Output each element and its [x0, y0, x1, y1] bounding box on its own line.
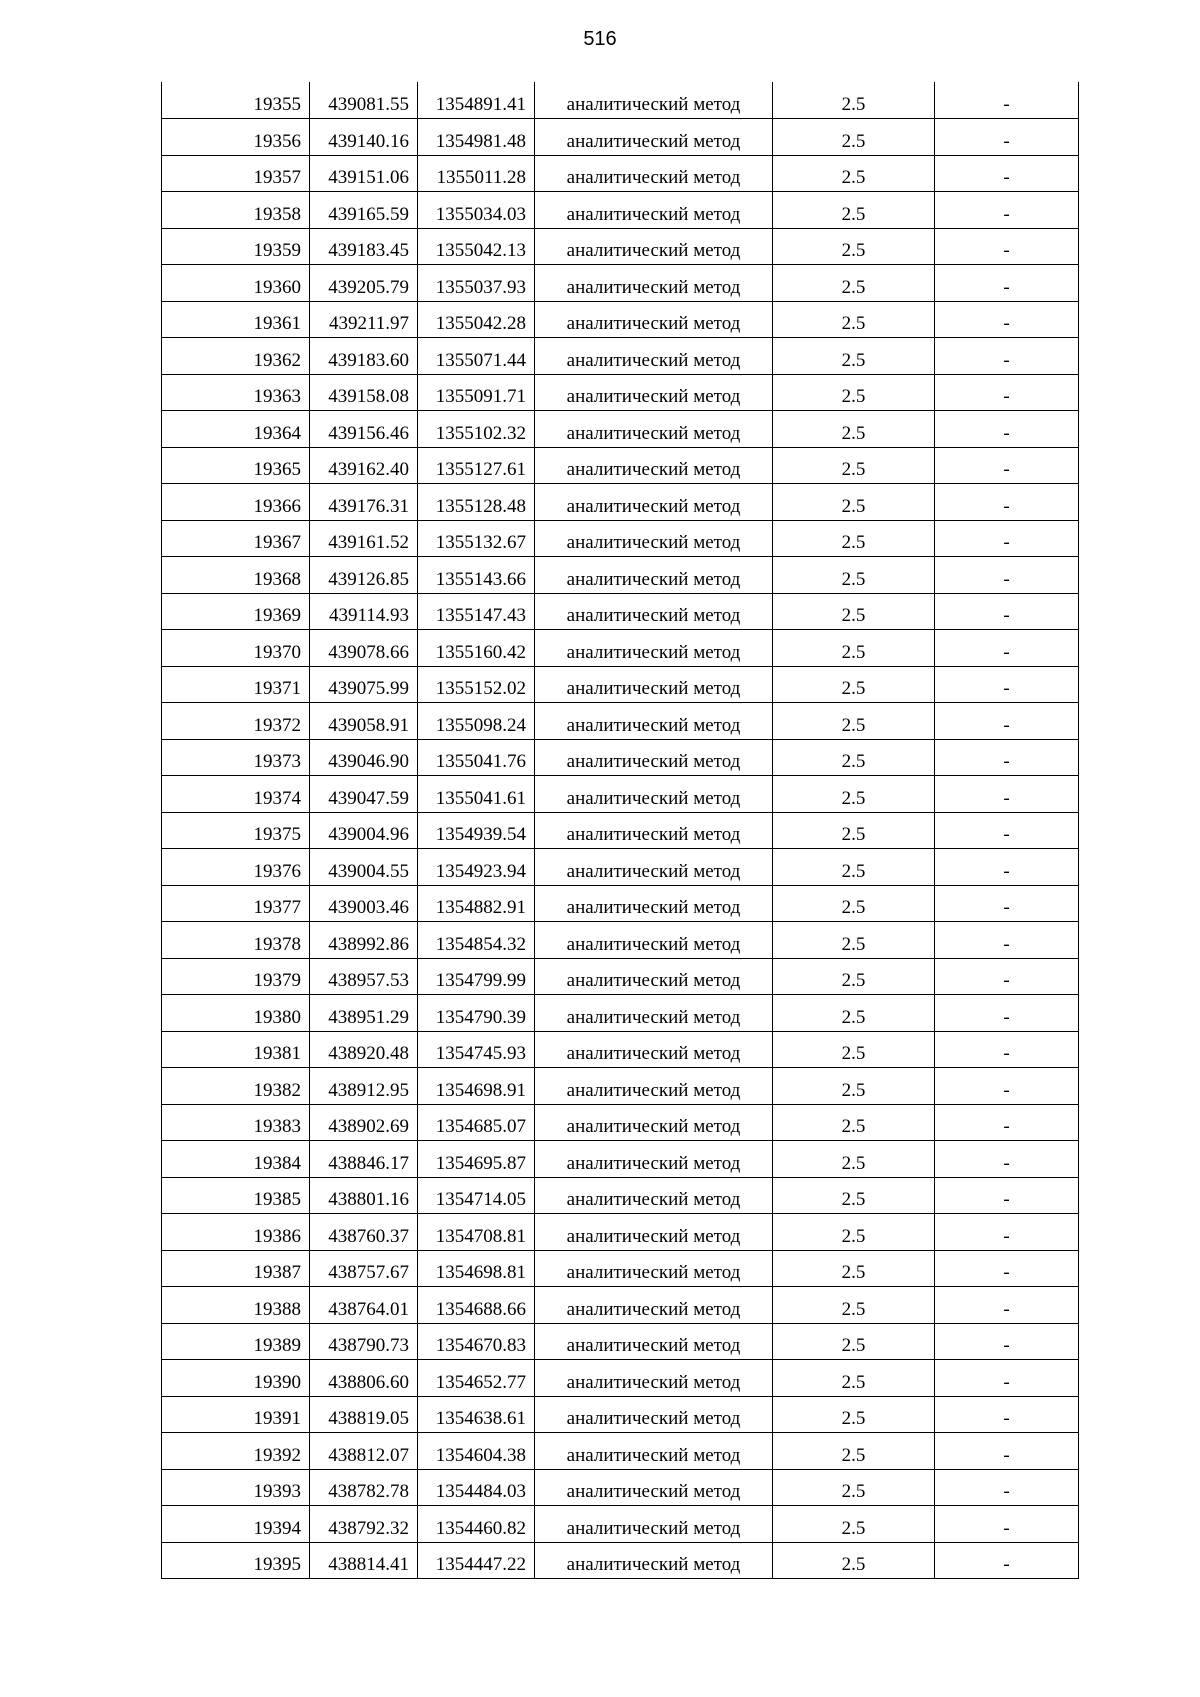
table-row [162, 630, 1079, 667]
point-number-cell: 19388 [162, 1287, 310, 1324]
x-coordinate-cell: 439162.40 [310, 447, 418, 484]
point-number-cell: 19377 [162, 885, 310, 922]
y-coordinate-cell: 1354799.99 [418, 958, 535, 995]
note-cell: - [935, 1433, 1079, 1470]
accuracy-cell: 2.5 [773, 1469, 935, 1506]
x-coordinate-cell: 439140.16 [310, 119, 418, 156]
method-cell: аналитический метод [535, 1177, 773, 1214]
note-cell: - [935, 995, 1079, 1032]
y-coordinate-cell: 1354939.54 [418, 812, 535, 849]
accuracy-cell: 2.5 [773, 1068, 935, 1105]
accuracy-cell: 2.5 [773, 885, 935, 922]
method-cell: аналитический метод [535, 192, 773, 229]
method-cell: аналитический метод [535, 1068, 773, 1105]
y-coordinate-cell: 1354447.22 [418, 1542, 535, 1579]
table-row [162, 1214, 1079, 1251]
accuracy-cell: 2.5 [773, 1542, 935, 1579]
y-coordinate-cell: 1355102.32 [418, 411, 535, 448]
note-cell: - [935, 301, 1079, 338]
point-number-cell: 19357 [162, 155, 310, 192]
table-row [162, 1104, 1079, 1141]
table-row [162, 447, 1079, 484]
y-coordinate-cell: 1355071.44 [418, 338, 535, 375]
note-cell: - [935, 1177, 1079, 1214]
method-cell: аналитический метод [535, 1250, 773, 1287]
x-coordinate-cell: 438792.32 [310, 1506, 418, 1543]
accuracy-cell: 2.5 [773, 265, 935, 302]
table-row [162, 1506, 1079, 1543]
y-coordinate-cell: 1354923.94 [418, 849, 535, 886]
y-coordinate-cell: 1355011.28 [418, 155, 535, 192]
accuracy-cell: 2.5 [773, 593, 935, 630]
accuracy-cell: 2.5 [773, 958, 935, 995]
point-number-cell: 19356 [162, 119, 310, 156]
table-row [162, 1141, 1079, 1178]
y-coordinate-cell: 1354714.05 [418, 1177, 535, 1214]
y-coordinate-cell: 1354652.77 [418, 1360, 535, 1397]
point-number-cell: 19385 [162, 1177, 310, 1214]
accuracy-cell: 2.5 [773, 1250, 935, 1287]
method-cell: аналитический метод [535, 1360, 773, 1397]
point-number-cell: 19365 [162, 447, 310, 484]
y-coordinate-cell: 1355034.03 [418, 192, 535, 229]
point-number-cell: 19370 [162, 630, 310, 667]
y-coordinate-cell: 1355042.28 [418, 301, 535, 338]
x-coordinate-cell: 439183.45 [310, 228, 418, 265]
x-coordinate-cell: 439004.55 [310, 849, 418, 886]
x-coordinate-cell: 438814.41 [310, 1542, 418, 1579]
x-coordinate-cell: 438819.05 [310, 1396, 418, 1433]
y-coordinate-cell: 1354745.93 [418, 1031, 535, 1068]
point-number-cell: 19362 [162, 338, 310, 375]
point-number-cell: 19390 [162, 1360, 310, 1397]
x-coordinate-cell: 438757.67 [310, 1250, 418, 1287]
accuracy-cell: 2.5 [773, 1506, 935, 1543]
y-coordinate-cell: 1354882.91 [418, 885, 535, 922]
point-number-cell: 19383 [162, 1104, 310, 1141]
point-number-cell: 19368 [162, 557, 310, 594]
note-cell: - [935, 776, 1079, 813]
table-row [162, 1177, 1079, 1214]
point-number-cell: 19392 [162, 1433, 310, 1470]
accuracy-cell: 2.5 [773, 666, 935, 703]
note-cell: - [935, 374, 1079, 411]
method-cell: аналитический метод [535, 411, 773, 448]
method-cell: аналитический метод [535, 301, 773, 338]
x-coordinate-cell: 438957.53 [310, 958, 418, 995]
x-coordinate-cell: 438846.17 [310, 1141, 418, 1178]
table-row [162, 301, 1079, 338]
accuracy-cell: 2.5 [773, 922, 935, 959]
coordinates-table [161, 82, 1079, 1579]
method-cell: аналитический метод [535, 155, 773, 192]
note-cell: - [935, 593, 1079, 630]
method-cell: аналитический метод [535, 739, 773, 776]
x-coordinate-cell: 439081.55 [310, 82, 418, 119]
coordinates-table-body [162, 82, 1079, 1579]
table-row [162, 739, 1079, 776]
accuracy-cell: 2.5 [773, 155, 935, 192]
method-cell: аналитический метод [535, 119, 773, 156]
accuracy-cell: 2.5 [773, 1360, 935, 1397]
accuracy-cell: 2.5 [773, 228, 935, 265]
method-cell: аналитический метод [535, 82, 773, 119]
point-number-cell: 19389 [162, 1323, 310, 1360]
y-coordinate-cell: 1355041.61 [418, 776, 535, 813]
note-cell: - [935, 338, 1079, 375]
x-coordinate-cell: 439046.90 [310, 739, 418, 776]
x-coordinate-cell: 438951.29 [310, 995, 418, 1032]
note-cell: - [935, 447, 1079, 484]
note-cell: - [935, 1469, 1079, 1506]
point-number-cell: 19361 [162, 301, 310, 338]
x-coordinate-cell: 439211.97 [310, 301, 418, 338]
y-coordinate-cell: 1355147.43 [418, 593, 535, 630]
note-cell: - [935, 1396, 1079, 1433]
accuracy-cell: 2.5 [773, 1433, 935, 1470]
point-number-cell: 19369 [162, 593, 310, 630]
x-coordinate-cell: 439078.66 [310, 630, 418, 667]
method-cell: аналитический метод [535, 447, 773, 484]
note-cell: - [935, 1323, 1079, 1360]
y-coordinate-cell: 1355160.42 [418, 630, 535, 667]
accuracy-cell: 2.5 [773, 411, 935, 448]
note-cell: - [935, 484, 1079, 521]
accuracy-cell: 2.5 [773, 1396, 935, 1433]
x-coordinate-cell: 438806.60 [310, 1360, 418, 1397]
y-coordinate-cell: 1354460.82 [418, 1506, 535, 1543]
note-cell: - [935, 812, 1079, 849]
y-coordinate-cell: 1354484.03 [418, 1469, 535, 1506]
table-row [162, 1068, 1079, 1105]
x-coordinate-cell: 439151.06 [310, 155, 418, 192]
y-coordinate-cell: 1354854.32 [418, 922, 535, 959]
point-number-cell: 19358 [162, 192, 310, 229]
note-cell: - [935, 1068, 1079, 1105]
y-coordinate-cell: 1354670.83 [418, 1323, 535, 1360]
table-row [162, 228, 1079, 265]
x-coordinate-cell: 439158.08 [310, 374, 418, 411]
y-coordinate-cell: 1354708.81 [418, 1214, 535, 1251]
table-row [162, 155, 1079, 192]
point-number-cell: 19391 [162, 1396, 310, 1433]
accuracy-cell: 2.5 [773, 739, 935, 776]
accuracy-cell: 2.5 [773, 630, 935, 667]
y-coordinate-cell: 1355132.67 [418, 520, 535, 557]
point-number-cell: 19375 [162, 812, 310, 849]
accuracy-cell: 2.5 [773, 776, 935, 813]
table-row [162, 338, 1079, 375]
accuracy-cell: 2.5 [773, 192, 935, 229]
note-cell: - [935, 1250, 1079, 1287]
x-coordinate-cell: 439075.99 [310, 666, 418, 703]
x-coordinate-cell: 439165.59 [310, 192, 418, 229]
method-cell: аналитический метод [535, 593, 773, 630]
x-coordinate-cell: 438790.73 [310, 1323, 418, 1360]
note-cell: - [935, 739, 1079, 776]
method-cell: аналитический метод [535, 338, 773, 375]
table-row [162, 119, 1079, 156]
accuracy-cell: 2.5 [773, 812, 935, 849]
point-number-cell: 19380 [162, 995, 310, 1032]
point-number-cell: 19360 [162, 265, 310, 302]
method-cell: аналитический метод [535, 958, 773, 995]
x-coordinate-cell: 438801.16 [310, 1177, 418, 1214]
table-row [162, 1360, 1079, 1397]
x-coordinate-cell: 439004.96 [310, 812, 418, 849]
method-cell: аналитический метод [535, 630, 773, 667]
x-coordinate-cell: 439156.46 [310, 411, 418, 448]
table-row [162, 1469, 1079, 1506]
accuracy-cell: 2.5 [773, 1104, 935, 1141]
method-cell: аналитический метод [535, 849, 773, 886]
y-coordinate-cell: 1354891.41 [418, 82, 535, 119]
point-number-cell: 19381 [162, 1031, 310, 1068]
x-coordinate-cell: 439114.93 [310, 593, 418, 630]
note-cell: - [935, 1542, 1079, 1579]
method-cell: аналитический метод [535, 1031, 773, 1068]
y-coordinate-cell: 1355127.61 [418, 447, 535, 484]
note-cell: - [935, 119, 1079, 156]
x-coordinate-cell: 439161.52 [310, 520, 418, 557]
method-cell: аналитический метод [535, 776, 773, 813]
y-coordinate-cell: 1355098.24 [418, 703, 535, 740]
table-row [162, 1323, 1079, 1360]
x-coordinate-cell: 438782.78 [310, 1469, 418, 1506]
point-number-cell: 19384 [162, 1141, 310, 1178]
table-row [162, 885, 1079, 922]
table-row [162, 776, 1079, 813]
y-coordinate-cell: 1354698.81 [418, 1250, 535, 1287]
x-coordinate-cell: 439183.60 [310, 338, 418, 375]
y-coordinate-cell: 1355041.76 [418, 739, 535, 776]
table-row [162, 1396, 1079, 1433]
note-cell: - [935, 192, 1079, 229]
point-number-cell: 19359 [162, 228, 310, 265]
point-number-cell: 19395 [162, 1542, 310, 1579]
y-coordinate-cell: 1354688.66 [418, 1287, 535, 1324]
accuracy-cell: 2.5 [773, 849, 935, 886]
note-cell: - [935, 1031, 1079, 1068]
point-number-cell: 19386 [162, 1214, 310, 1251]
point-number-cell: 19387 [162, 1250, 310, 1287]
method-cell: аналитический метод [535, 374, 773, 411]
method-cell: аналитический метод [535, 995, 773, 1032]
x-coordinate-cell: 438764.01 [310, 1287, 418, 1324]
note-cell: - [935, 630, 1079, 667]
point-number-cell: 19367 [162, 520, 310, 557]
table-row [162, 484, 1079, 521]
table-row [162, 1250, 1079, 1287]
point-number-cell: 19372 [162, 703, 310, 740]
y-coordinate-cell: 1354638.61 [418, 1396, 535, 1433]
method-cell: аналитический метод [535, 1396, 773, 1433]
note-cell: - [935, 557, 1079, 594]
method-cell: аналитический метод [535, 557, 773, 594]
x-coordinate-cell: 438760.37 [310, 1214, 418, 1251]
y-coordinate-cell: 1354981.48 [418, 119, 535, 156]
method-cell: аналитический метод [535, 1433, 773, 1470]
table-row [162, 82, 1079, 119]
note-cell: - [935, 1287, 1079, 1324]
method-cell: аналитический метод [535, 703, 773, 740]
x-coordinate-cell: 439176.31 [310, 484, 418, 521]
note-cell: - [935, 703, 1079, 740]
point-number-cell: 19374 [162, 776, 310, 813]
table-row [162, 192, 1079, 229]
note-cell: - [935, 1506, 1079, 1543]
note-cell: - [935, 666, 1079, 703]
note-cell: - [935, 155, 1079, 192]
accuracy-cell: 2.5 [773, 520, 935, 557]
note-cell: - [935, 1141, 1079, 1178]
method-cell: аналитический метод [535, 265, 773, 302]
accuracy-cell: 2.5 [773, 301, 935, 338]
point-number-cell: 19373 [162, 739, 310, 776]
table-row [162, 703, 1079, 740]
table-row [162, 1433, 1079, 1470]
accuracy-cell: 2.5 [773, 447, 935, 484]
y-coordinate-cell: 1354695.87 [418, 1141, 535, 1178]
method-cell: аналитический метод [535, 922, 773, 959]
x-coordinate-cell: 439205.79 [310, 265, 418, 302]
page-number: 516 [583, 28, 617, 50]
table-row [162, 593, 1079, 630]
x-coordinate-cell: 438912.95 [310, 1068, 418, 1105]
x-coordinate-cell: 439047.59 [310, 776, 418, 813]
accuracy-cell: 2.5 [773, 484, 935, 521]
table-row [162, 520, 1079, 557]
note-cell: - [935, 849, 1079, 886]
point-number-cell: 19363 [162, 374, 310, 411]
note-cell: - [935, 265, 1079, 302]
note-cell: - [935, 958, 1079, 995]
note-cell: - [935, 922, 1079, 959]
accuracy-cell: 2.5 [773, 995, 935, 1032]
y-coordinate-cell: 1354790.39 [418, 995, 535, 1032]
note-cell: - [935, 411, 1079, 448]
accuracy-cell: 2.5 [773, 1177, 935, 1214]
y-coordinate-cell: 1354604.38 [418, 1433, 535, 1470]
table-row [162, 374, 1079, 411]
note-cell: - [935, 1360, 1079, 1397]
y-coordinate-cell: 1354685.07 [418, 1104, 535, 1141]
point-number-cell: 19378 [162, 922, 310, 959]
note-cell: - [935, 885, 1079, 922]
accuracy-cell: 2.5 [773, 82, 935, 119]
table-row [162, 849, 1079, 886]
method-cell: аналитический метод [535, 1323, 773, 1360]
accuracy-cell: 2.5 [773, 338, 935, 375]
point-number-cell: 19371 [162, 666, 310, 703]
y-coordinate-cell: 1355091.71 [418, 374, 535, 411]
x-coordinate-cell: 438902.69 [310, 1104, 418, 1141]
method-cell: аналитический метод [535, 666, 773, 703]
point-number-cell: 19379 [162, 958, 310, 995]
method-cell: аналитический метод [535, 484, 773, 521]
point-number-cell: 19366 [162, 484, 310, 521]
method-cell: аналитический метод [535, 1214, 773, 1251]
table-row [162, 411, 1079, 448]
note-cell: - [935, 1214, 1079, 1251]
table-row [162, 958, 1079, 995]
note-cell: - [935, 520, 1079, 557]
note-cell: - [935, 82, 1079, 119]
y-coordinate-cell: 1355143.66 [418, 557, 535, 594]
x-coordinate-cell: 438992.86 [310, 922, 418, 959]
table-row [162, 557, 1079, 594]
accuracy-cell: 2.5 [773, 1031, 935, 1068]
method-cell: аналитический метод [535, 1469, 773, 1506]
method-cell: аналитический метод [535, 1506, 773, 1543]
method-cell: аналитический метод [535, 228, 773, 265]
y-coordinate-cell: 1355042.13 [418, 228, 535, 265]
method-cell: аналитический метод [535, 885, 773, 922]
table-row [162, 1287, 1079, 1324]
table-row [162, 1542, 1079, 1579]
x-coordinate-cell: 439058.91 [310, 703, 418, 740]
point-number-cell: 19394 [162, 1506, 310, 1543]
y-coordinate-cell: 1355037.93 [418, 265, 535, 302]
x-coordinate-cell: 438920.48 [310, 1031, 418, 1068]
y-coordinate-cell: 1355128.48 [418, 484, 535, 521]
x-coordinate-cell: 439003.46 [310, 885, 418, 922]
table-row [162, 666, 1079, 703]
point-number-cell: 19355 [162, 82, 310, 119]
y-coordinate-cell: 1355152.02 [418, 666, 535, 703]
table-row [162, 265, 1079, 302]
point-number-cell: 19393 [162, 1469, 310, 1506]
note-cell: - [935, 228, 1079, 265]
accuracy-cell: 2.5 [773, 1214, 935, 1251]
method-cell: аналитический метод [535, 1141, 773, 1178]
y-coordinate-cell: 1354698.91 [418, 1068, 535, 1105]
method-cell: аналитический метод [535, 1104, 773, 1141]
table-row [162, 1031, 1079, 1068]
accuracy-cell: 2.5 [773, 119, 935, 156]
table-row [162, 812, 1079, 849]
method-cell: аналитический метод [535, 1542, 773, 1579]
point-number-cell: 19364 [162, 411, 310, 448]
note-cell: - [935, 1104, 1079, 1141]
accuracy-cell: 2.5 [773, 1323, 935, 1360]
method-cell: аналитический метод [535, 1287, 773, 1324]
accuracy-cell: 2.5 [773, 1287, 935, 1324]
accuracy-cell: 2.5 [773, 703, 935, 740]
x-coordinate-cell: 438812.07 [310, 1433, 418, 1470]
accuracy-cell: 2.5 [773, 1141, 935, 1178]
x-coordinate-cell: 439126.85 [310, 557, 418, 594]
accuracy-cell: 2.5 [773, 557, 935, 594]
point-number-cell: 19376 [162, 849, 310, 886]
method-cell: аналитический метод [535, 812, 773, 849]
table-row [162, 922, 1079, 959]
accuracy-cell: 2.5 [773, 374, 935, 411]
point-number-cell: 19382 [162, 1068, 310, 1105]
table-row [162, 995, 1079, 1032]
method-cell: аналитический метод [535, 520, 773, 557]
